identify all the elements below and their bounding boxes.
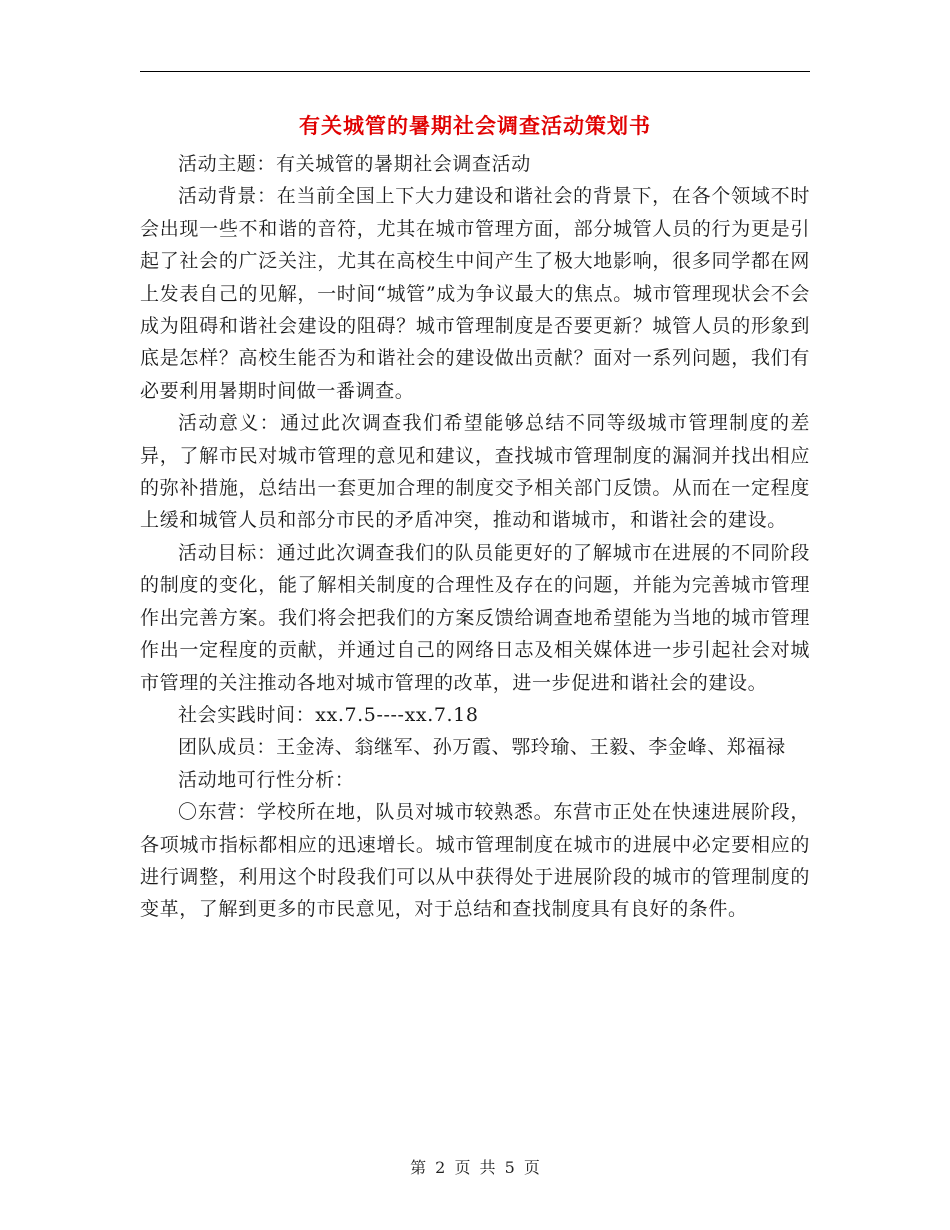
paragraph-dongying: 〇东营：学校所在地，队员对城市较熟悉。东营市正处在快速进展阶段，各项城市指标都相应的迅速增长。城市管理制度在城市的进展中必定要相应的进行调整，利用这个时段我们可以从中获得处于进展阶段的城市的管理制度的变革，了解到更多的市民意见，对于总结和查找制度具有良好的条件。 [140,801,810,921]
document-title: 有关城管的暑期社会调查活动策划书 [299,113,651,138]
paragraph-feasibility-heading: 活动地可行性分析： [178,768,355,791]
page-footer: 第 2 页 共 5 页 [410,1158,540,1177]
document-body [140,148,810,926]
header-rule [140,71,810,72]
paragraph-time: 社会实践时间：xx.7.5----xx.7.18 [178,703,479,726]
paragraph-team: 团队成员：王金涛、翁继军、孙万霞、鄂玲瑜、王毅、李金峰、郑福禄 [178,736,786,759]
paragraph-goals: 活动目标：通过此次调查我们的队员能更好的了解城市在进展的不同阶段的制度的变化，能了解相关制度的合理性及存在的问题，并能为完善城市管理作出完善方案。我们将会把我们的方案反馈给调查地希望能为当地的城市管理作出一定程度的贡献，并通过自己的网络日志及相关媒体进一步引起社会对城市管理的关注推动各地对城市管理的改革，进一步促进和谐社会的建设。 [140,541,810,694]
paragraph-theme: 活动主题：有关城管的暑期社会调查活动 [178,153,531,175]
paragraph-significance: 活动意义：通过此次调查我们希望能够总结不同等级城市管理制度的差异，了解市民对城市管理的意见和建议，查找城市管理制度的漏洞并找出相应的弥补措施，总结出一套更加合理的制度交予相关部门反馈。从而在一定程度上缓和城管人员和部分市民的矛盾冲突，推动和谐城市，和谐社会的建设。 [140,412,810,532]
paragraph-background: 活动背景：在当前全国上下大力建设和谐社会的背景下，在各个领域不时会出现一些不和谐的音符，尤其在城市管理方面，部分城管人员的行为更是引起了社会的广泛关注，尤其在高校生中间产生了极大地影响，很多同学都在网上发表自己的见解，一时间“城管”成为争议最大的焦点。城市管理现状会不会成为阻碍和谐社会建设的阻碍？城市管理制度是否要更新？城管人员的形象到底是怎样？高校生能否为和谐社会的建设做出贡献？面对一系列问题，我们有必要利用暑期时间做一番调查。 [140,185,810,402]
